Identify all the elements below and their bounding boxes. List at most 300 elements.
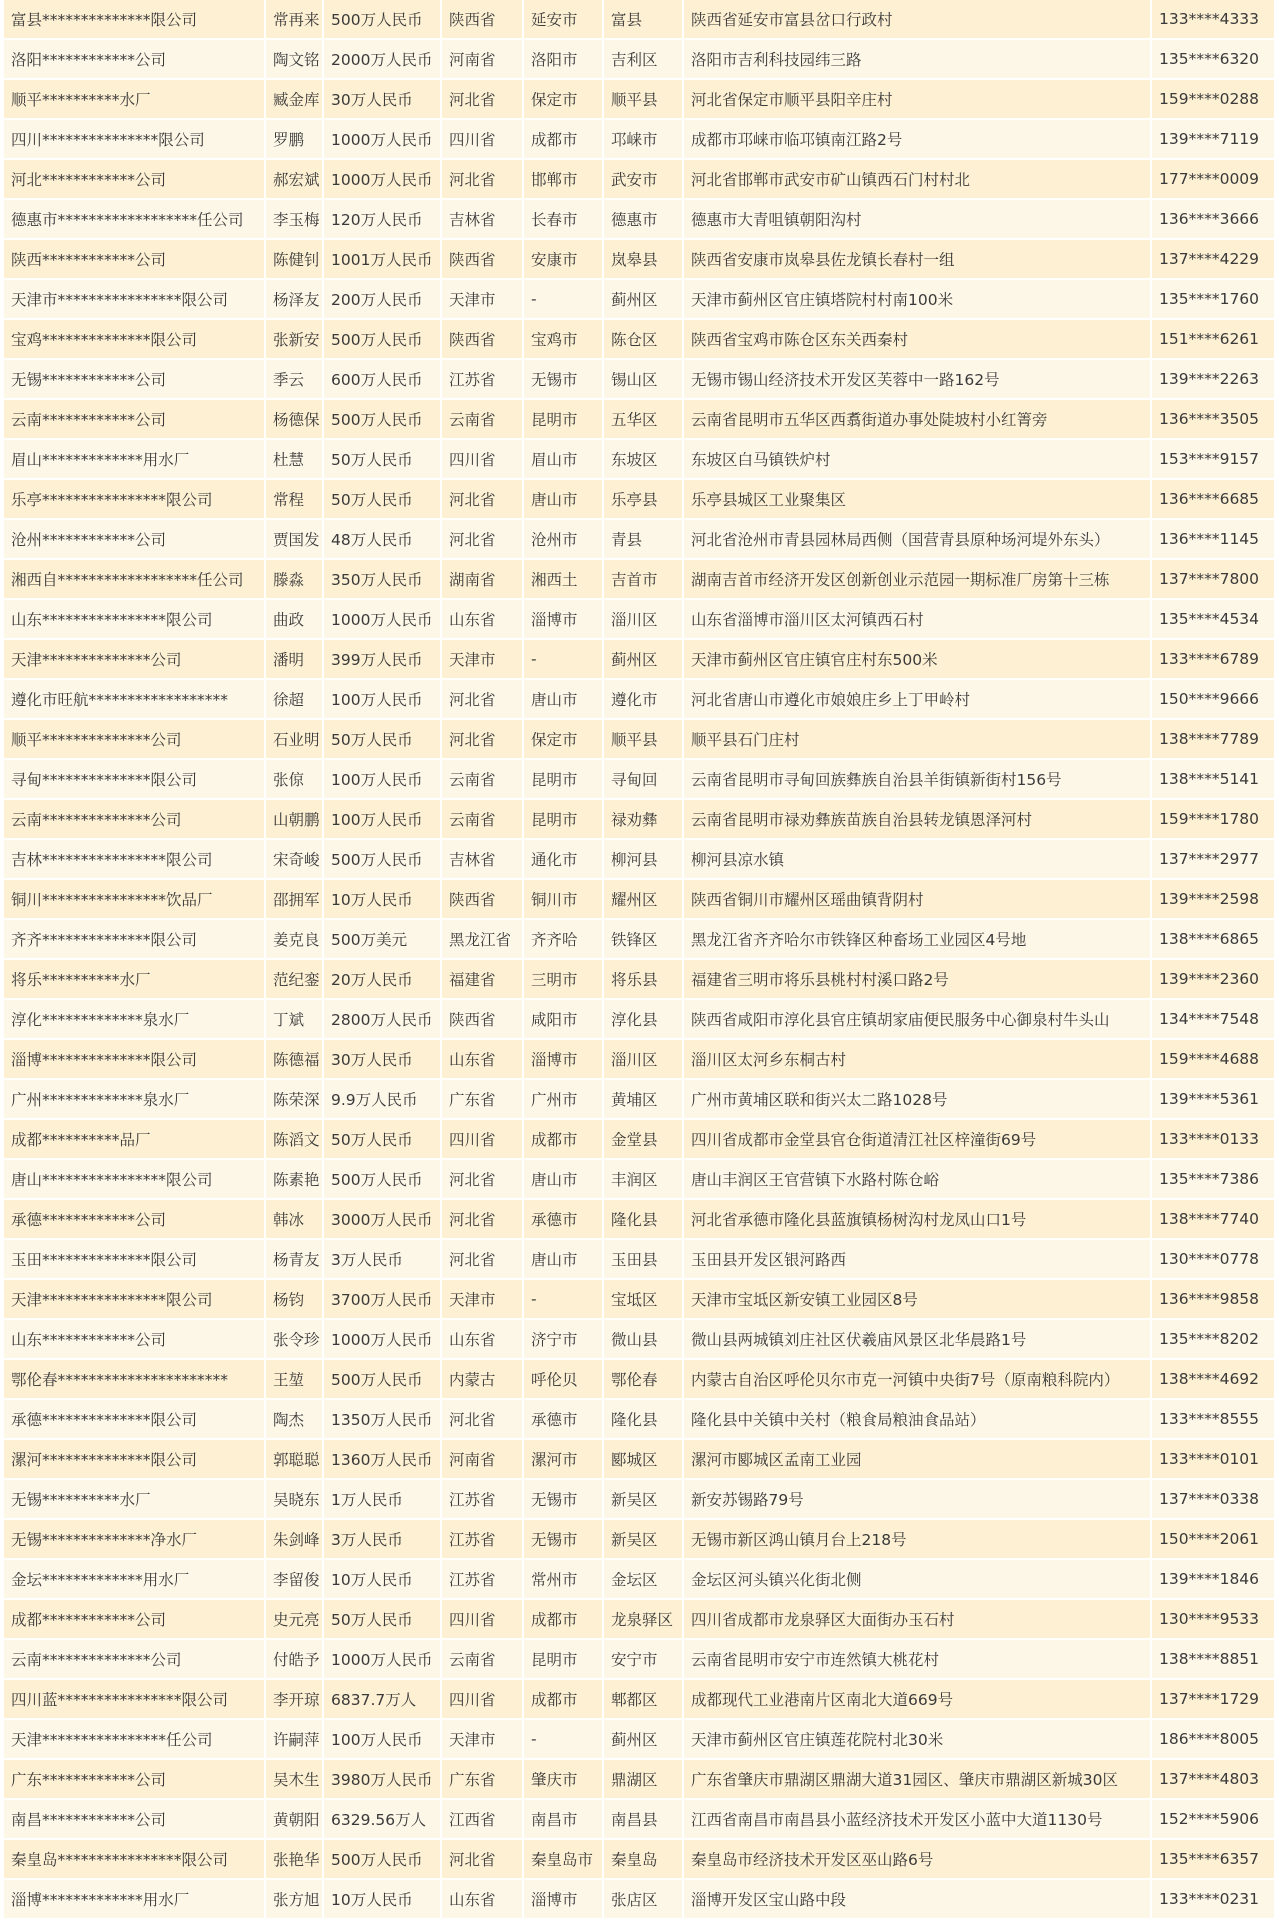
table-row — [4, 1800, 1276, 1840]
legal-person-cell: 曲政 — [266, 600, 324, 640]
registered-capital-cell: 10万人民币 — [324, 1560, 442, 1600]
registered-capital-cell: 50万人民币 — [324, 720, 442, 760]
registered-capital-cell: 30万人民币 — [324, 1040, 442, 1080]
district-cell: 淳化县 — [604, 1000, 684, 1040]
address-cell: 微山县两城镇刘庄社区伏羲庙风景区北华晨路1号 — [684, 1320, 1152, 1360]
phone-cell: 139****5361 — [1152, 1080, 1276, 1120]
phone-cell: 152****5906 — [1152, 1800, 1276, 1840]
registered-capital-cell: 500万人民币 — [324, 1360, 442, 1400]
city-cell: - — [524, 640, 604, 680]
district-cell: 青县 — [604, 520, 684, 560]
province-cell: 江苏省 — [442, 360, 524, 400]
phone-cell: 130****9533 — [1152, 1600, 1276, 1640]
district-cell: 蓟州区 — [604, 280, 684, 320]
registered-capital-cell: 500万人民币 — [324, 840, 442, 880]
company-name-cell: 漯河**************限公司 — [4, 1440, 266, 1480]
phone-cell: 139****7119 — [1152, 120, 1276, 160]
province-cell: 陕西省 — [442, 1000, 524, 1040]
legal-person-cell: 张艳华 — [266, 1840, 324, 1880]
registered-capital-cell: 200万人民币 — [324, 280, 442, 320]
address-cell: 新安苏锡路79号 — [684, 1480, 1152, 1520]
city-cell: 漯河市 — [524, 1440, 604, 1480]
registered-capital-cell: 3000万人民币 — [324, 1200, 442, 1240]
province-cell: 河南省 — [442, 40, 524, 80]
legal-person-cell: 姜克良 — [266, 920, 324, 960]
company-name-cell: 天津市****************限公司 — [4, 280, 266, 320]
district-cell: 柳河县 — [604, 840, 684, 880]
legal-person-cell: 张倞 — [266, 760, 324, 800]
address-cell: 黑龙江省齐齐哈尔市铁锋区种畜场工业园区4号地 — [684, 920, 1152, 960]
company-table — [4, 0, 1276, 1920]
city-cell: 湘西土 — [524, 560, 604, 600]
table-row — [4, 1760, 1276, 1800]
phone-cell: 137****4229 — [1152, 240, 1276, 280]
district-cell: 乐亭县 — [604, 480, 684, 520]
company-name-cell: 四川蓝****************限公司 — [4, 1680, 266, 1720]
company-name-cell: 秦皇岛****************限公司 — [4, 1840, 266, 1880]
table-row — [4, 1240, 1276, 1280]
city-cell: 成都市 — [524, 120, 604, 160]
company-name-cell: 眉山*************用水厂 — [4, 440, 266, 480]
legal-person-cell: 罗鹏 — [266, 120, 324, 160]
registered-capital-cell: 50万人民币 — [324, 1120, 442, 1160]
registered-capital-cell: 6837.7万人 — [324, 1680, 442, 1720]
phone-cell: 133****0231 — [1152, 1880, 1276, 1920]
city-cell: 无锡市 — [524, 1520, 604, 1560]
table-row — [4, 880, 1276, 920]
table-row — [4, 200, 1276, 240]
table-row — [4, 1040, 1276, 1080]
phone-cell: 135****4534 — [1152, 600, 1276, 640]
registered-capital-cell: 50万人民币 — [324, 1600, 442, 1640]
city-cell: 唐山市 — [524, 1160, 604, 1200]
province-cell: 天津市 — [442, 280, 524, 320]
province-cell: 河南省 — [442, 1440, 524, 1480]
table-row — [4, 640, 1276, 680]
district-cell: 蓟州区 — [604, 1720, 684, 1760]
city-cell: 沧州市 — [524, 520, 604, 560]
table-row — [4, 1320, 1276, 1360]
company-name-cell: 天津****************限公司 — [4, 1280, 266, 1320]
phone-cell: 133****4333 — [1152, 0, 1276, 40]
phone-cell: 136****3505 — [1152, 400, 1276, 440]
city-cell: 淄博市 — [524, 1880, 604, 1920]
city-cell: 秦皇岛市 — [524, 1840, 604, 1880]
address-cell: 广州市黄埔区联和街兴太二路1028号 — [684, 1080, 1152, 1120]
registered-capital-cell: 50万人民币 — [324, 440, 442, 480]
address-cell: 陕西省延安市富县岔口行政村 — [684, 0, 1152, 40]
registered-capital-cell: 100万人民币 — [324, 680, 442, 720]
registered-capital-cell: 1000万人民币 — [324, 1320, 442, 1360]
city-cell: 保定市 — [524, 80, 604, 120]
legal-person-cell: 滕淼 — [266, 560, 324, 600]
table-row — [4, 960, 1276, 1000]
company-name-cell: 宝鸡**************限公司 — [4, 320, 266, 360]
address-cell: 无锡市锡山经济技术开发区芙蓉中一路162号 — [684, 360, 1152, 400]
registered-capital-cell: 3700万人民币 — [324, 1280, 442, 1320]
phone-cell: 137****1729 — [1152, 1680, 1276, 1720]
legal-person-cell: 杨德保 — [266, 400, 324, 440]
registered-capital-cell: 100万人民币 — [324, 1720, 442, 1760]
company-name-cell: 河北************公司 — [4, 160, 266, 200]
phone-cell: 138****7789 — [1152, 720, 1276, 760]
table-row — [4, 1480, 1276, 1520]
table-row — [4, 320, 1276, 360]
legal-person-cell: 张方旭 — [266, 1880, 324, 1920]
district-cell: 顺平县 — [604, 720, 684, 760]
district-cell: 淄川区 — [604, 600, 684, 640]
city-cell: 呼伦贝 — [524, 1360, 604, 1400]
district-cell: 秦皇岛 — [604, 1840, 684, 1880]
legal-person-cell: 杨泽友 — [266, 280, 324, 320]
registered-capital-cell: 1万人民币 — [324, 1480, 442, 1520]
address-cell: 河北省邯郸市武安市矿山镇西石门村村北 — [684, 160, 1152, 200]
phone-cell: 138****8851 — [1152, 1640, 1276, 1680]
district-cell: 隆化县 — [604, 1400, 684, 1440]
legal-person-cell: 贾国发 — [266, 520, 324, 560]
table-row — [4, 1840, 1276, 1880]
company-name-cell: 山东************公司 — [4, 1320, 266, 1360]
address-cell: 顺平县石门庄村 — [684, 720, 1152, 760]
address-cell: 内蒙古自治区呼伦贝尔市克一河镇中央街7号（原南粮科院内） — [684, 1360, 1152, 1400]
phone-cell: 159****1780 — [1152, 800, 1276, 840]
address-cell: 天津市蓟州区官庄镇官庄村东500米 — [684, 640, 1152, 680]
province-cell: 广东省 — [442, 1080, 524, 1120]
phone-cell: 153****9157 — [1152, 440, 1276, 480]
province-cell: 陕西省 — [442, 240, 524, 280]
table-row — [4, 80, 1276, 120]
phone-cell: 135****7386 — [1152, 1160, 1276, 1200]
city-cell: 成都市 — [524, 1600, 604, 1640]
address-cell: 湖南吉首市经济开发区创新创业示范园一期标准厂房第十三栋 — [684, 560, 1152, 600]
province-cell: 云南省 — [442, 760, 524, 800]
table-row — [4, 800, 1276, 840]
district-cell: 禄劝彝 — [604, 800, 684, 840]
address-cell: 无锡市新区鸿山镇月台上218号 — [684, 1520, 1152, 1560]
district-cell: 吉利区 — [604, 40, 684, 80]
table-body — [4, 0, 1276, 1920]
address-cell: 玉田县开发区银河路西 — [684, 1240, 1152, 1280]
company-name-cell: 淄博**************限公司 — [4, 1040, 266, 1080]
province-cell: 山东省 — [442, 1320, 524, 1360]
phone-cell: 133****6789 — [1152, 640, 1276, 680]
district-cell: 五华区 — [604, 400, 684, 440]
table-row — [4, 1360, 1276, 1400]
phone-cell: 150****2061 — [1152, 1520, 1276, 1560]
province-cell: 天津市 — [442, 1720, 524, 1760]
address-cell: 德惠市大青咀镇朝阳沟村 — [684, 200, 1152, 240]
district-cell: 吉首市 — [604, 560, 684, 600]
phone-cell: 135****6320 — [1152, 40, 1276, 80]
table-row — [4, 120, 1276, 160]
city-cell: 成都市 — [524, 1680, 604, 1720]
city-cell: 南昌市 — [524, 1800, 604, 1840]
address-cell: 云南省昆明市禄劝彝族苗族自治县转龙镇恩泽河村 — [684, 800, 1152, 840]
district-cell: 遵化市 — [604, 680, 684, 720]
table-row — [4, 680, 1276, 720]
city-cell: 淄博市 — [524, 600, 604, 640]
district-cell: 邛崃市 — [604, 120, 684, 160]
table-row — [4, 400, 1276, 440]
phone-cell: 139****1846 — [1152, 1560, 1276, 1600]
table-row — [4, 440, 1276, 480]
city-cell: 唐山市 — [524, 480, 604, 520]
legal-person-cell: 王堃 — [266, 1360, 324, 1400]
legal-person-cell: 朱剑峰 — [266, 1520, 324, 1560]
phone-cell: 139****2360 — [1152, 960, 1276, 1000]
district-cell: 安宁市 — [604, 1640, 684, 1680]
address-cell: 乐亭县城区工业聚集区 — [684, 480, 1152, 520]
address-cell: 成都市邛崃市临邛镇南江路2号 — [684, 120, 1152, 160]
legal-person-cell: 郭聪聪 — [266, 1440, 324, 1480]
phone-cell: 135****8202 — [1152, 1320, 1276, 1360]
registered-capital-cell: 1000万人民币 — [324, 160, 442, 200]
legal-person-cell: 吴晓东 — [266, 1480, 324, 1520]
address-cell: 成都现代工业港南片区南北大道669号 — [684, 1680, 1152, 1720]
company-name-cell: 顺平**************公司 — [4, 720, 266, 760]
legal-person-cell: 李留俊 — [266, 1560, 324, 1600]
address-cell: 云南省昆明市五华区西翥街道办事处陡坡村小红箐旁 — [684, 400, 1152, 440]
district-cell: 淄川区 — [604, 1040, 684, 1080]
registered-capital-cell: 50万人民币 — [324, 480, 442, 520]
district-cell: 寻甸回 — [604, 760, 684, 800]
address-cell: 河北省沧州市青县园林局西侧（国营青县原种场河堤外东头） — [684, 520, 1152, 560]
district-cell: 新吴区 — [604, 1520, 684, 1560]
phone-cell: 138****7740 — [1152, 1200, 1276, 1240]
city-cell: 眉山市 — [524, 440, 604, 480]
phone-cell: 133****0133 — [1152, 1120, 1276, 1160]
city-cell: 常州市 — [524, 1560, 604, 1600]
registered-capital-cell: 1360万人民币 — [324, 1440, 442, 1480]
province-cell: 河北省 — [442, 160, 524, 200]
city-cell: 承德市 — [524, 1200, 604, 1240]
company-name-cell: 成都************公司 — [4, 1600, 266, 1640]
phone-cell: 137****4803 — [1152, 1760, 1276, 1800]
phone-cell: 159****0288 — [1152, 80, 1276, 120]
company-name-cell: 陕西************公司 — [4, 240, 266, 280]
company-name-cell: 成都**********品厂 — [4, 1120, 266, 1160]
legal-person-cell: 陶文铭 — [266, 40, 324, 80]
province-cell: 河北省 — [442, 720, 524, 760]
province-cell: 河北省 — [442, 480, 524, 520]
company-name-cell: 广州*************泉水厂 — [4, 1080, 266, 1120]
table-row — [4, 1440, 1276, 1480]
table-row — [4, 1680, 1276, 1720]
city-cell: 咸阳市 — [524, 1000, 604, 1040]
city-cell: 宝鸡市 — [524, 320, 604, 360]
legal-person-cell: 李玉梅 — [266, 200, 324, 240]
address-cell: 秦皇岛市经济技术开发区巫山路6号 — [684, 1840, 1152, 1880]
city-cell: 长春市 — [524, 200, 604, 240]
company-name-cell: 沧州************公司 — [4, 520, 266, 560]
district-cell: 张店区 — [604, 1880, 684, 1920]
district-cell: 微山县 — [604, 1320, 684, 1360]
phone-cell: 130****0778 — [1152, 1240, 1276, 1280]
province-cell: 江苏省 — [442, 1480, 524, 1520]
registered-capital-cell: 3万人民币 — [324, 1520, 442, 1560]
legal-person-cell: 丁斌 — [266, 1000, 324, 1040]
table-row — [4, 1640, 1276, 1680]
legal-person-cell: 常再来 — [266, 0, 324, 40]
table-row — [4, 1120, 1276, 1160]
province-cell: 江西省 — [442, 1800, 524, 1840]
registered-capital-cell: 500万美元 — [324, 920, 442, 960]
registered-capital-cell: 399万人民币 — [324, 640, 442, 680]
city-cell: 洛阳市 — [524, 40, 604, 80]
legal-person-cell: 季云 — [266, 360, 324, 400]
district-cell: 鄂伦春 — [604, 1360, 684, 1400]
address-cell: 天津市蓟州区官庄镇莲花院村北30米 — [684, 1720, 1152, 1760]
district-cell: 隆化县 — [604, 1200, 684, 1240]
province-cell: 河北省 — [442, 1840, 524, 1880]
registered-capital-cell: 48万人民币 — [324, 520, 442, 560]
table-row — [4, 1600, 1276, 1640]
company-name-cell: 云南************公司 — [4, 400, 266, 440]
registered-capital-cell: 3980万人民币 — [324, 1760, 442, 1800]
address-cell: 漯河市郾城区孟南工业园 — [684, 1440, 1152, 1480]
province-cell: 河北省 — [442, 80, 524, 120]
city-cell: 昆明市 — [524, 800, 604, 840]
phone-cell: 135****6357 — [1152, 1840, 1276, 1880]
address-cell: 江西省南昌市南昌县小蓝经济技术开发区小蓝中大道1130号 — [684, 1800, 1152, 1840]
city-cell: 昆明市 — [524, 400, 604, 440]
province-cell: 河北省 — [442, 1200, 524, 1240]
phone-cell: 136****1145 — [1152, 520, 1276, 560]
registered-capital-cell: 600万人民币 — [324, 360, 442, 400]
province-cell: 黑龙江省 — [442, 920, 524, 960]
city-cell: 昆明市 — [524, 760, 604, 800]
province-cell: 内蒙古 — [442, 1360, 524, 1400]
phone-cell: 136****6685 — [1152, 480, 1276, 520]
province-cell: 山东省 — [442, 1880, 524, 1920]
legal-person-cell: 张新安 — [266, 320, 324, 360]
city-cell: 昆明市 — [524, 1640, 604, 1680]
address-cell: 隆化县中关镇中关村（粮食局粮油食品站） — [684, 1400, 1152, 1440]
province-cell: 天津市 — [442, 1280, 524, 1320]
city-cell: 无锡市 — [524, 360, 604, 400]
city-cell: - — [524, 1280, 604, 1320]
district-cell: 玉田县 — [604, 1240, 684, 1280]
company-name-cell: 无锡**********水厂 — [4, 1480, 266, 1520]
district-cell: 金堂县 — [604, 1120, 684, 1160]
district-cell: 金坛区 — [604, 1560, 684, 1600]
address-cell: 陕西省安康市岚皋县佐龙镇长春村一组 — [684, 240, 1152, 280]
district-cell: 郫都区 — [604, 1680, 684, 1720]
company-name-cell: 承德**************限公司 — [4, 1400, 266, 1440]
city-cell: 保定市 — [524, 720, 604, 760]
phone-cell: 136****9858 — [1152, 1280, 1276, 1320]
company-name-cell: 承德************公司 — [4, 1200, 266, 1240]
province-cell: 四川省 — [442, 120, 524, 160]
registered-capital-cell: 500万人民币 — [324, 400, 442, 440]
phone-cell: 138****4692 — [1152, 1360, 1276, 1400]
legal-person-cell: 范纪銮 — [266, 960, 324, 1000]
city-cell: 无锡市 — [524, 1480, 604, 1520]
address-cell: 河北省保定市顺平县阳辛庄村 — [684, 80, 1152, 120]
city-cell: 唐山市 — [524, 1240, 604, 1280]
phone-cell: 186****8005 — [1152, 1720, 1276, 1760]
table-row — [4, 920, 1276, 960]
registered-capital-cell: 500万人民币 — [324, 0, 442, 40]
legal-person-cell: 吴木生 — [266, 1760, 324, 1800]
phone-cell: 138****6865 — [1152, 920, 1276, 960]
district-cell: 岚皋县 — [604, 240, 684, 280]
company-name-cell: 铜川****************饮品厂 — [4, 880, 266, 920]
address-cell: 金坛区河头镇兴化街北侧 — [684, 1560, 1152, 1600]
table-row — [4, 1200, 1276, 1240]
company-name-cell: 天津**************公司 — [4, 640, 266, 680]
province-cell: 天津市 — [442, 640, 524, 680]
city-cell: 承德市 — [524, 1400, 604, 1440]
phone-cell: 177****0009 — [1152, 160, 1276, 200]
district-cell: 新吴区 — [604, 1480, 684, 1520]
company-name-cell: 金坛*************用水厂 — [4, 1560, 266, 1600]
table-row — [4, 840, 1276, 880]
registered-capital-cell: 120万人民币 — [324, 200, 442, 240]
district-cell: 将乐县 — [604, 960, 684, 1000]
registered-capital-cell: 100万人民币 — [324, 800, 442, 840]
phone-cell: 139****2598 — [1152, 880, 1276, 920]
district-cell: 富县 — [604, 0, 684, 40]
district-cell: 陈仓区 — [604, 320, 684, 360]
legal-person-cell: 臧金库 — [266, 80, 324, 120]
registered-capital-cell: 500万人民币 — [324, 1840, 442, 1880]
address-cell: 天津市宝坻区新安镇工业园区8号 — [684, 1280, 1152, 1320]
phone-cell: 159****4688 — [1152, 1040, 1276, 1080]
registered-capital-cell: 10万人民币 — [324, 880, 442, 920]
province-cell: 江苏省 — [442, 1520, 524, 1560]
table-row — [4, 520, 1276, 560]
company-name-cell: 云南**************公司 — [4, 800, 266, 840]
district-cell: 蓟州区 — [604, 640, 684, 680]
table-row — [4, 480, 1276, 520]
legal-person-cell: 陈德福 — [266, 1040, 324, 1080]
city-cell: 铜川市 — [524, 880, 604, 920]
registered-capital-cell: 3万人民币 — [324, 1240, 442, 1280]
address-cell: 云南省昆明市安宁市连然镇大桃花村 — [684, 1640, 1152, 1680]
legal-person-cell: 史元亮 — [266, 1600, 324, 1640]
company-name-cell: 四川***************限公司 — [4, 120, 266, 160]
registered-capital-cell: 1000万人民币 — [324, 600, 442, 640]
table-row — [4, 240, 1276, 280]
table-row — [4, 160, 1276, 200]
registered-capital-cell: 9.9万人民币 — [324, 1080, 442, 1120]
address-cell: 广东省肇庆市鼎湖区鼎湖大道31园区、肇庆市鼎湖区新城30区 — [684, 1760, 1152, 1800]
table-row — [4, 1560, 1276, 1600]
legal-person-cell: 杨钧 — [266, 1280, 324, 1320]
legal-person-cell: 潘明 — [266, 640, 324, 680]
registered-capital-cell: 1001万人民币 — [324, 240, 442, 280]
company-name-cell: 湘西自******************任公司 — [4, 560, 266, 600]
phone-cell: 133****8555 — [1152, 1400, 1276, 1440]
company-name-cell: 德惠市******************任公司 — [4, 200, 266, 240]
address-cell: 陕西省铜川市耀州区瑶曲镇背阴村 — [684, 880, 1152, 920]
city-cell: 三明市 — [524, 960, 604, 1000]
registered-capital-cell: 6329.56万人 — [324, 1800, 442, 1840]
phone-cell: 138****5141 — [1152, 760, 1276, 800]
province-cell: 四川省 — [442, 1600, 524, 1640]
city-cell: 成都市 — [524, 1120, 604, 1160]
district-cell: 耀州区 — [604, 880, 684, 920]
city-cell: 邯郸市 — [524, 160, 604, 200]
address-cell: 山东省淄博市淄川区太河镇西石村 — [684, 600, 1152, 640]
registered-capital-cell: 2800万人民币 — [324, 1000, 442, 1040]
district-cell: 黄埔区 — [604, 1080, 684, 1120]
address-cell: 天津市蓟州区官庄镇塔院村村南100米 — [684, 280, 1152, 320]
registered-capital-cell: 1000万人民币 — [324, 120, 442, 160]
registered-capital-cell: 100万人民币 — [324, 760, 442, 800]
company-name-cell: 顺平**********水厂 — [4, 80, 266, 120]
